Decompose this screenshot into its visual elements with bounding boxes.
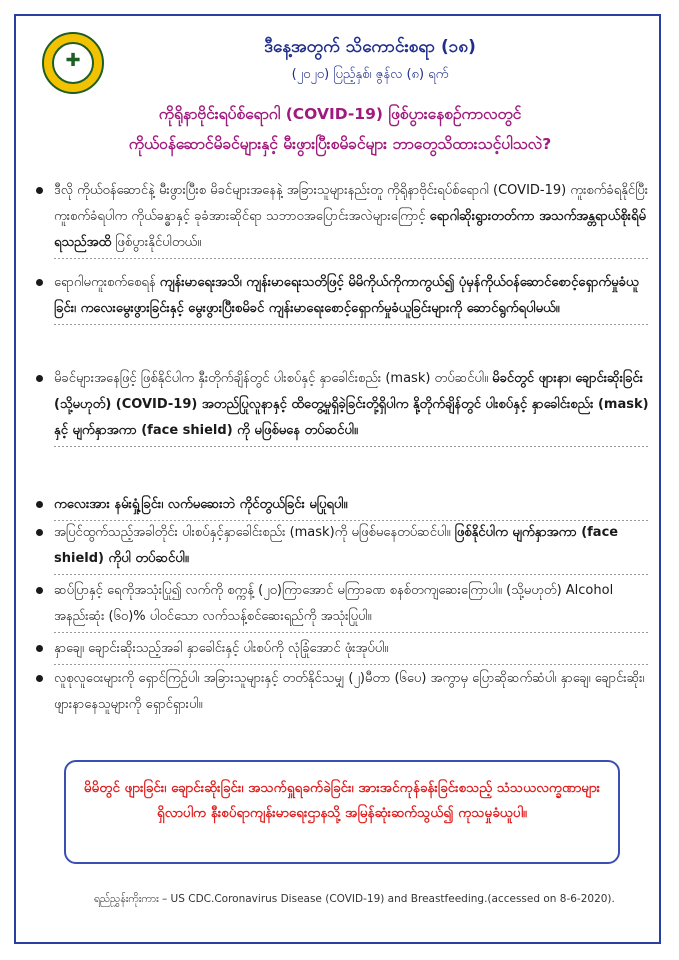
ministry-logo [42, 32, 104, 94]
warning-text: မိမိတွင် ဖျားခြင်း၊ ချောင်းဆိုးခြင်း၊ အသက်ရှူရခက်ခဲခြင်း၊ အားအင်ကုန်ခန်းခြင်းစသည့် သံသယလက္ခဏာများရှိလာပါက နီးစပ်ရာကျန်းမာရေးဌာနသို့ အမြန်ဆုံးဆက်သွယ်၍ ကုသမှုခံယူပါ။ [83, 780, 601, 821]
headline-line-2: ကိုယ်ဝန်ဆောင်မိခင်များနှင့် မီးဖွားပြီးစမိခင်များ ဘာတွေသိထားသင့်ပါသလဲ? [128, 135, 552, 153]
advice-list [30, 178, 650, 722]
advice-item: နှာချေ၊ ချောင်းဆိုးသည့်အခါ နှာခေါင်းနှင့် ပါးစပ်ကို လုံခြုံအောင် ဖုံးအုပ်ပါ။ [30, 636, 650, 666]
headline-line-1: ကိုရိုနာဗိုင်းရပ်စ်ရောဂါ (COVID-19) ဖြစ်ပွားနေစဉ်ကာလတွင် [158, 105, 522, 123]
advice-item: ဆပ်ပြာနှင့် ရေကိုအသုံးပြု၍ လက်ကို စက္ကန့် (၂၀)ကြာအောင် မကြာခဏ စနစ်တကျဆေးကြောပါ။ (သို့မဟုတ်) Alcohol အနည်းဆုံး (၆၀)% ပါဝင်သော လက်သန့်စင်ဆေးရည်ကို အသုံးပြုပါ။ [30, 578, 650, 636]
advice-item: ကလေးအား နမ်းရှုံ့ခြင်း၊ လက်မဆေးဘဲ ကိုင်တွယ်ခြင်း မပြုရပါ။ [30, 492, 650, 520]
header-date: (၂၀၂၀) ပြည့်နှစ်၊ ဇွန်လ (၈) ရက် [291, 67, 449, 82]
reference-note: ရည်ညွှန်းကိုးကား – US CDC.Coronavirus Disease (COVID-19) and Breastfeeding.(accessed on 8-6-2020). [94, 893, 615, 905]
warning-box [64, 760, 620, 864]
advice-item: အပြင်ထွက်သည့်အခါတိုင်း ပါးစပ်နှင့်နှာခေါင်းစည်း (mask)ကို မဖြစ်မနေတပ်ဆင်ပါ။ ဖြစ်နိုင်ပါက မျက်နှာအကာ (face shield) ကိုပါ တပ်ဆင်ပါ။ [30, 520, 650, 578]
advice-item: ရောဂါမကူးစက်စေရန် ကျန်းမာရေးအသိ၊ ကျန်းမာရေးသတိဖြင့် မိမိကိုယ်ကိုကာကွယ်၍ ပုံမှန်ကိုယ်ဝန်ဆောင်စောင့်ရှောက်မှုခံယူခြင်း၊ ကလေးမွေးဖွားခြင်းနှင့် မွေးဖွားပြီးစမိခင် ကျန်းမာရေးစောင့်ရှောက်မှုခံယူခြင်းများကို ဆောင်ရွက်ရပါမယ်။ [30, 270, 650, 366]
logo-cross-icon: ✚ [65, 50, 81, 71]
advice-item: လူစုလူဝေးများကို ရှောင်ကြဉ်ပါ၊ အခြားသူများနှင့် တတ်နိုင်သမျှ (၂)မီတာ (၆ပေ) အကွာမှ ပြောဆိုဆက်ဆံပါ၊ နှာချေ၊ ချောင်းဆိုး၊ ဖျားနာနေသူများကို ရှောင်ရှားပါ။ [30, 666, 650, 722]
header-title: ဒီနေ့အတွက် သိကောင်းစရာ (၁၈) [264, 37, 476, 57]
logo-emblem [52, 42, 94, 84]
advice-item: ဒီလို ကိုယ်ဝန်ဆောင်နဲ့ မီးဖွားပြီးစ မိခင်များအနေနဲ့ အခြားသူများနည်းတူ ကိုရိုနာဗိုင်းရပ်စ်ရောဂါ (COVID-19) ကူးစက်ခံရနိုင်ပြီး ကူးစက်ခံရပါက ကိုယ်ခန္ဓာနှင့် ခုခံအားဆိုင်ရာ သဘာဝအပြောင်းအလဲများကြောင့် ရောဂါဆိုးရွားတတ်ကာ အသက်အန္တရာယ်စိုးရိမ်ရသည်အထိ ဖြစ်ပွားနိုင်ပါတယ်။ [30, 178, 650, 270]
advice-item: မိခင်များအနေဖြင့် ဖြစ်နိုင်ပါက နှီးတိုက်ချိန်တွင် ပါးစပ်နှင့် နှာခေါင်းစည်း (mask) တပ်ဆင်ပါ။ မိခင်တွင် ဖျားနာ၊ ချောင်းဆိုးခြင်း (သို့မဟုတ်) (COVID-19) အတည်ပြုလူနာနှင့် ထိတွေ့မှုရှိခဲ့ခြင်းတို့ရှိပါက နို့တိုက်ချိန်တွင် ပါးစပ်နှင့် နှာခေါင်းစည်း (mask) နှင့် မျက်နှာအကာ (face shield) ကို မဖြစ်မနေ တပ်ဆင်ပါ။ [30, 366, 650, 492]
